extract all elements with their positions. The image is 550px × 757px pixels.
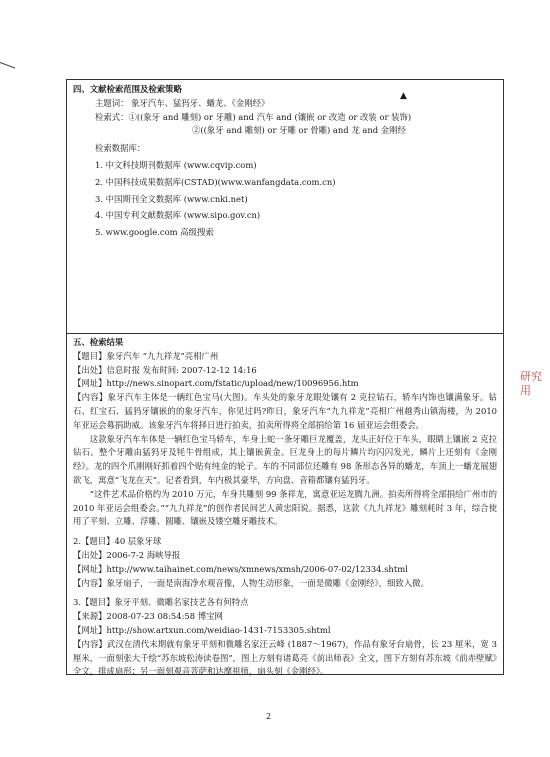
db-item: 4. 中国专利文献数据库 (www.sipo.gov.cn) (95, 210, 261, 221)
r2-url: 【网址】http://www.taihainet.com/news/xmnews/xmsh/2006-07-02/12334.shtml (73, 563, 408, 574)
section-results (73, 336, 497, 679)
corner-scratch-mark (0, 62, 15, 68)
r3-title: 3.【题目】象牙平刻、微雕名家技艺各有何特点 (73, 597, 249, 608)
r1-source: 【出处】信息时报 发布时间: 2007-12-12 14:16 (73, 364, 257, 375)
db-title: 检索数据库： (95, 143, 146, 154)
r1-content-2: 这款象牙汽车车体是一辆红色宝马轿车，车身上蛇一条牙雕巨龙覆盖，龙头正好位于车头，眼睛上镶嵌 2 克拉钻石。整个牙雕由猛犸牙及牦牛骨组成，其上镶嵌黄金。巨龙身上的每片鳞片均闪闪发光，鳞片上还刻有《金刚经》。龙的四个爪刚刚好抓着四个贴有纯金的轮子。车的不同部位还雕有 98 条形态各异的蟠龙，车顶上一蟠龙展翅欲飞，寓意“飞龙在天”。记者看到，车内极其豪华，方向盘、音箱都镶有猛犸牙。 (73, 433, 497, 485)
r2-title: 2.【题目】40 层象牙球 (73, 536, 162, 547)
query2-line: ②((象牙 and 雕刻) or 牙雕 or 骨雕) and 龙 and 金刚经 (192, 125, 406, 136)
db-item: 5. www.google.com 高级搜索 (95, 227, 214, 238)
r1-title: 【题目】象牙汽车 “九九祥龙”亮相广州 (73, 350, 219, 361)
db-item: 3. 中国期刊全文数据库 (www.cnki.net) (95, 193, 248, 204)
section-divider (67, 333, 503, 334)
section-search-strategy (73, 83, 497, 240)
r1-content (73, 391, 497, 529)
r1-content-3: “这件艺术品价格约为 2010 万元，车身共雕刻 99 条祥龙，寓意亚运龙腾九洲。拍卖所得将全部捐给广州市的 2010 年亚运会组委会。”“九九祥龙”的创作者民间艺人黄忠阳说。据悉，这款《九九祥龙》雕刻耗时 3 年，综合使用了平刻、立雕、浮雕、圆雕、镶嵌及镂空雕牙雕技术。 (73, 488, 497, 527)
r3-content: 【内容】武汉在清代末期就有象牙平刻和微雕名家汪云峰 (1887～1967)，作品有象牙台扇骨，长 23 厘米，宽 3 厘米，一面刻张大千绘“苏东坡松涛读卷图”，图上方刻有诸葛亮《前出师表》全文，图下方刻有苏东坡《前赤壁赋》全文，排成扇形；另一面刻观音菩萨和达摩祖师，扇头刻《金刚经》。 (73, 638, 497, 677)
section4-title: 四、文献检索范围及检索策略 (73, 84, 182, 94)
db-item: 2. 中国科技成果数据库(CSTAD)(www.wanfangdata.com.cn) (95, 176, 336, 187)
red-stamp-fragment: 研究用 (520, 370, 542, 397)
section5-title: 五、检索结果 (73, 337, 124, 347)
db-item: 1. 中文科技期刊数据库 (www.cqvip.com) (95, 159, 257, 170)
r3-url: 【网址】http://show.artxun.com/weidiao-1431-7153305.shtml (73, 624, 331, 635)
r1-content-1: 【内容】象牙汽车主体是一辆红色宝马(大图)。车头处的象牙龙眼处镶有 2 克拉钻石，轿车内饰也镶满象牙。钻石、红宝石、猛犸牙镶嵌的的象牙汽车，你见过吗?昨日，象牙汽车“九九祥龙”亮相广州越秀山镇海楼，为 2010 年亚运会募捐助威。该象牙汽车将择日进行拍卖，拍卖所得将全部捐给第 16 届亚运会组委会。 (73, 392, 497, 430)
query1-line: 检索式：①((象牙 and 雕刻) or 牙雕) and 汽车 and (镶嵌 or 改造 or 改装 or 装饰) (95, 111, 412, 122)
r3-source: 【来源】2008-07-23 08:54:58 博宝网 (73, 611, 223, 622)
r2-source: 【出处】2006-7-2 海峡导报 (73, 549, 181, 560)
keywords-line: 主题词： 象牙汽车、猛犸牙、蟠龙、《金刚经》 (95, 97, 270, 108)
pen-mark: ▲ (400, 91, 407, 101)
r1-url: 【网址】http://news.sinopart.com/fstatic/upload/new/10096956.htm (73, 378, 359, 389)
content-frame (66, 79, 504, 675)
page-number: 2 (266, 712, 272, 721)
r2-content: 【内容】象牙扇子，一面是南海净水观音像，人物生动形象，一面是微雕《金刚经》，细致入微。 (73, 577, 429, 588)
